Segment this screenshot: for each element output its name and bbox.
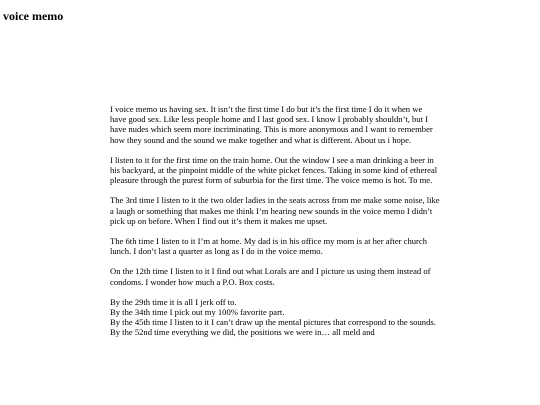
paragraph: I listen to it for the first time on the train home. Out the window I see a man drinking a beer in his backyard, at the pinpoint middle of the white picket fences. Taking in some kind of ethereal pleasure through the purest form of suburbia for the first time. The voice memo is hot. To me.: [110, 154, 438, 186]
list-line: By the 52nd time everything we did, the positions we were in… all meld and: [110, 327, 375, 338]
paragraph: I voice memo us having sex. It isn’t the first time I do but it’s the first time I do it when we have good sex. Like less people home and I last good sex. I know I probably shouldn’t, but I have nudes which seem more incriminating. This is more anonymous and I want to remember how they sound and the sound we make together and what is different. About us i hope.: [110, 104, 433, 145]
document-body: [110, 104, 440, 348]
list-block: [110, 297, 440, 338]
paragraph: The 3rd time I listen to it the two older ladies in the seats across from me make some noise, like a laugh or something that makes me think I’m hearing new sounds in the voice memo I didn’t pick up on before. When I find out it’s them it makes me upset.: [110, 195, 440, 226]
paragraph: On the 12th time I listen to it I find out what Lorals are and I picture us using them instead of condoms. I wonder how much a P.O. Box costs.: [110, 266, 431, 287]
list-line: By the 45th time I listen to it I can’t draw up the mental pictures that correspond to the sounds.: [110, 317, 436, 328]
list-line: By the 29th time it is all I jerk off to.: [110, 296, 237, 307]
paragraph: The 6th time I listen to it I’m at home. My dad is in his office my mom is at her after church lunch. I don’t last a quarter as long as I do in the voice memo.: [110, 236, 428, 257]
list-line: By the 34th time I pick out my 100% favorite part.: [110, 307, 285, 318]
document-title: voice memo: [3, 9, 64, 23]
